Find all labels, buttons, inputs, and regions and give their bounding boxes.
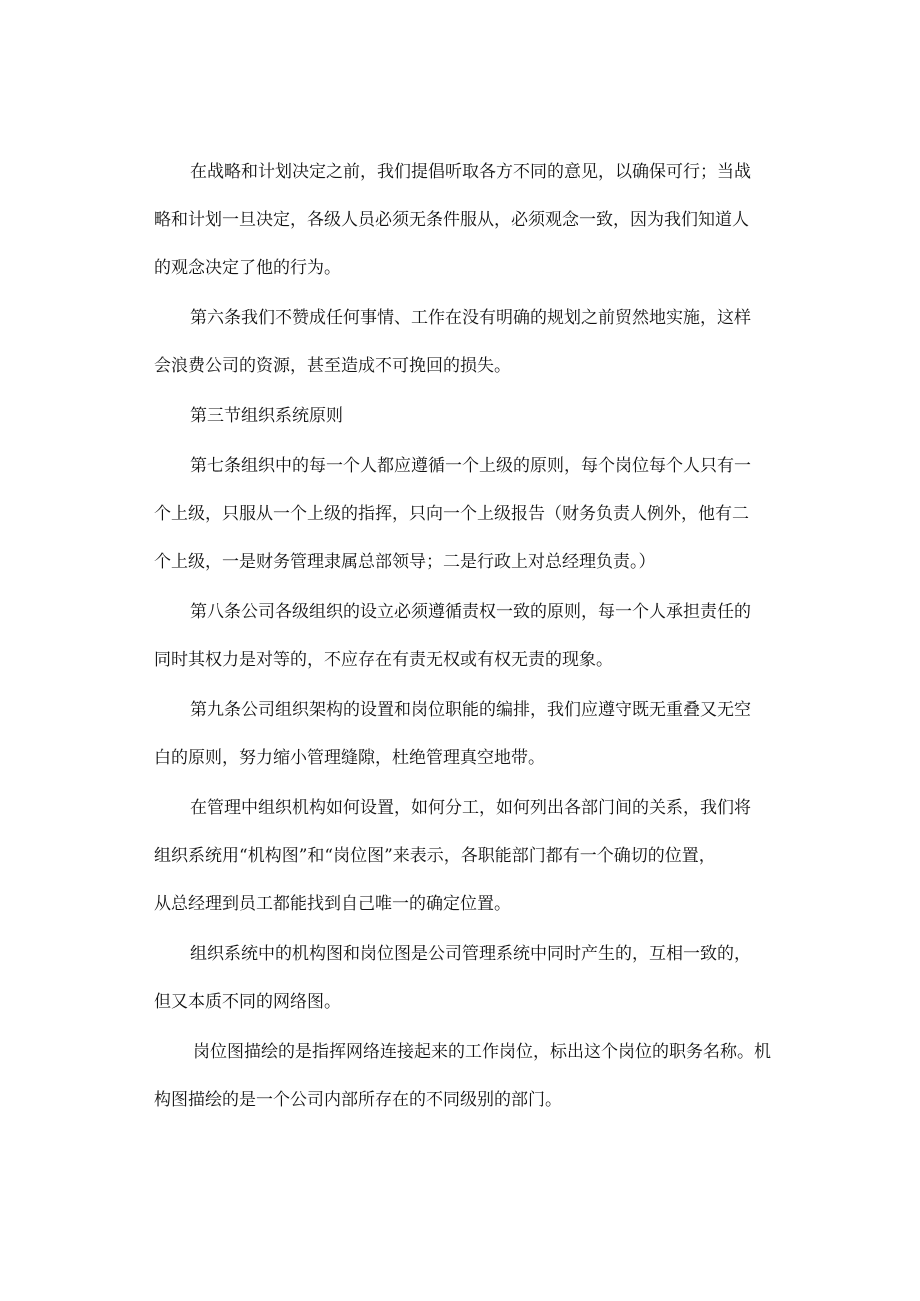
- paragraph-9-line-2: 构图描绘的是一个公司内部所存在的不同级别的部门。: [154, 1090, 562, 1110]
- paragraph-7-line-2: 组织系统用“机构图”和“岗位图”来表示，各职能部门都有一个确切的位置，: [154, 846, 716, 866]
- paragraph-2-line-2: 会浪费公司的资源，甚至造成不可挽回的损失。: [154, 356, 511, 376]
- paragraph-4-line-2: 个上级，只服从一个上级的指挥，只向一个上级报告（财务负责人例外，他有二: [154, 504, 749, 524]
- paragraph-1-line-3: 的观念决定了他的行为。: [154, 258, 341, 278]
- paragraph-6-line-1: 第九条公司组织架构的设置和岗位职能的编排，我们应遵守既无重叠又无空: [190, 700, 751, 720]
- paragraph-7-line-3: 从总经理到员工都能找到自己唯一的确定位置。: [154, 894, 511, 914]
- section-heading: 第三节组织系统原则: [190, 406, 343, 426]
- paragraph-1-line-2: 略和计划一旦决定，各级人员必须无条件服从，必须观念一致，因为我们知道人: [154, 210, 749, 230]
- paragraph-2-line-1: 第六条我们不赞成任何事情、工作在没有明确的规划之前贸然地实施，这样: [190, 308, 751, 328]
- paragraph-9-line-1: 岗位图描绘的是指挥网络连接起来的工作岗位，标出这个岗位的职务名称。机: [193, 1042, 771, 1062]
- paragraph-7-line-1: 在管理中组织机构如何设置，如何分工，如何列出各部门间的关系，我们将: [190, 798, 751, 818]
- paragraph-4-line-3: 个上级，一是财务管理隶属总部领导；二是行政上对总经理负责。）: [154, 552, 656, 572]
- paragraph-8-line-1: 组织系统中的机构图和岗位图是公司管理系统中同时产生的，互相一致的，: [190, 944, 751, 964]
- paragraph-5-line-1: 第八条公司各级组织的设立必须遵循责权一致的原则，每一个人承担责任的: [190, 602, 751, 622]
- paragraph-1-line-1: 在战略和计划决定之前，我们提倡听取各方不同的意见，以确保可行；当战: [190, 162, 751, 182]
- paragraph-8-line-2: 但又本质不同的网络图。: [154, 992, 341, 1012]
- paragraph-5-line-2: 同时其权力是对等的，不应存在有责无权或有权无责的现象。: [154, 650, 613, 670]
- paragraph-4-line-1: 第七条组织中的每一个人都应遵循一个上级的原则，每个岗位每个人只有一: [190, 456, 751, 476]
- paragraph-6-line-2: 白的原则，努力缩小管理缝隙，杜绝管理真空地带。: [154, 748, 545, 768]
